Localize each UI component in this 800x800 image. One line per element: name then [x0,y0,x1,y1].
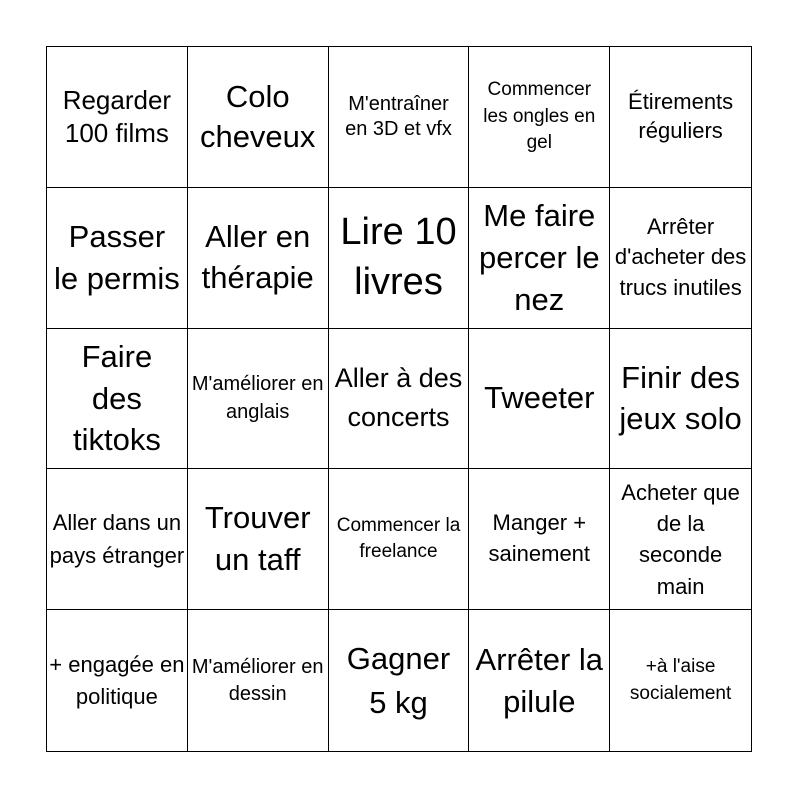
bingo-cell-6[interactable] [47,188,188,329]
bingo-cell-text: +à l'aise socialement [629,656,732,704]
bingo-cell-9[interactable] [469,188,610,329]
bingo-cell-16[interactable] [47,469,188,610]
bingo-cell-text: Me faire percer le nez [478,197,600,317]
bingo-cell-text: Gagner 5 kg [346,641,451,720]
bingo-cell-18[interactable] [329,469,470,610]
bingo-cell-23[interactable] [329,610,470,751]
bingo-cell-text: + engagée en politique [49,652,185,709]
bingo-cell-12[interactable] [188,329,329,470]
bingo-cell-text: Finir des jeux solo [619,359,742,437]
bingo-cell-4[interactable] [469,47,610,188]
bingo-cell-11[interactable] [47,329,188,470]
bingo-cell-24[interactable] [469,610,610,751]
bingo-cell-10[interactable] [610,188,751,329]
bingo-cell-text: Aller en thérapie [201,219,314,295]
bingo-cell-13[interactable] [329,329,470,470]
bingo-cell-text: Trouver un taff [204,500,311,578]
bingo-cell-20[interactable] [610,469,751,610]
bingo-cell-text: Aller dans un pays étranger [49,510,185,569]
bingo-cell-text: Lire 10 livres [340,211,457,303]
bingo-cell-21[interactable] [47,610,188,751]
bingo-cell-15[interactable] [610,329,751,470]
bingo-cell-text: Étirements réguliers [628,89,734,143]
bingo-cell-text: Commencer la freelance [336,514,461,563]
bingo-cell-17[interactable] [188,469,329,610]
bingo-cell-2[interactable] [188,47,329,188]
bingo-cell-text: Tweeter [484,380,595,416]
bingo-cell-text: Arrêter d'acheter des trucs inutiles [614,213,747,301]
bingo-cell-25[interactable] [610,610,751,751]
bingo-cell-text: Colo cheveux [199,78,316,154]
bingo-cell-19[interactable] [469,469,610,610]
bingo-cell-text: Aller à des concerts [334,363,463,433]
bingo-cell-1[interactable] [47,47,188,188]
bingo-cell-5[interactable] [610,47,751,188]
bingo-cell-text: Commencer les ongles en gel [483,79,596,154]
bingo-cell-3[interactable] [329,47,470,188]
bingo-grid [46,46,752,752]
bingo-cell-14[interactable] [469,329,610,470]
bingo-cell-text: Regarder 100 films [62,85,172,148]
bingo-cell-8[interactable] [329,188,470,329]
bingo-cell-text: Acheter que de la seconde main [621,479,740,599]
bingo-cell-text: Manger + sainement [488,510,591,567]
bingo-cell-text: Faire des tiktoks [72,338,161,458]
bingo-cell-7[interactable] [188,188,329,329]
bingo-cell-text: M'entraîner en 3D et vfx [345,92,452,140]
bingo-cell-text: Arrêter la pilule [475,641,604,719]
bingo-cell-text: M'améliorer en dessin [191,655,324,705]
bingo-cell-text: Passer le permis [54,218,180,296]
bingo-cell-22[interactable] [188,610,329,751]
bingo-cell-text: M'améliorer en anglais [191,373,324,424]
